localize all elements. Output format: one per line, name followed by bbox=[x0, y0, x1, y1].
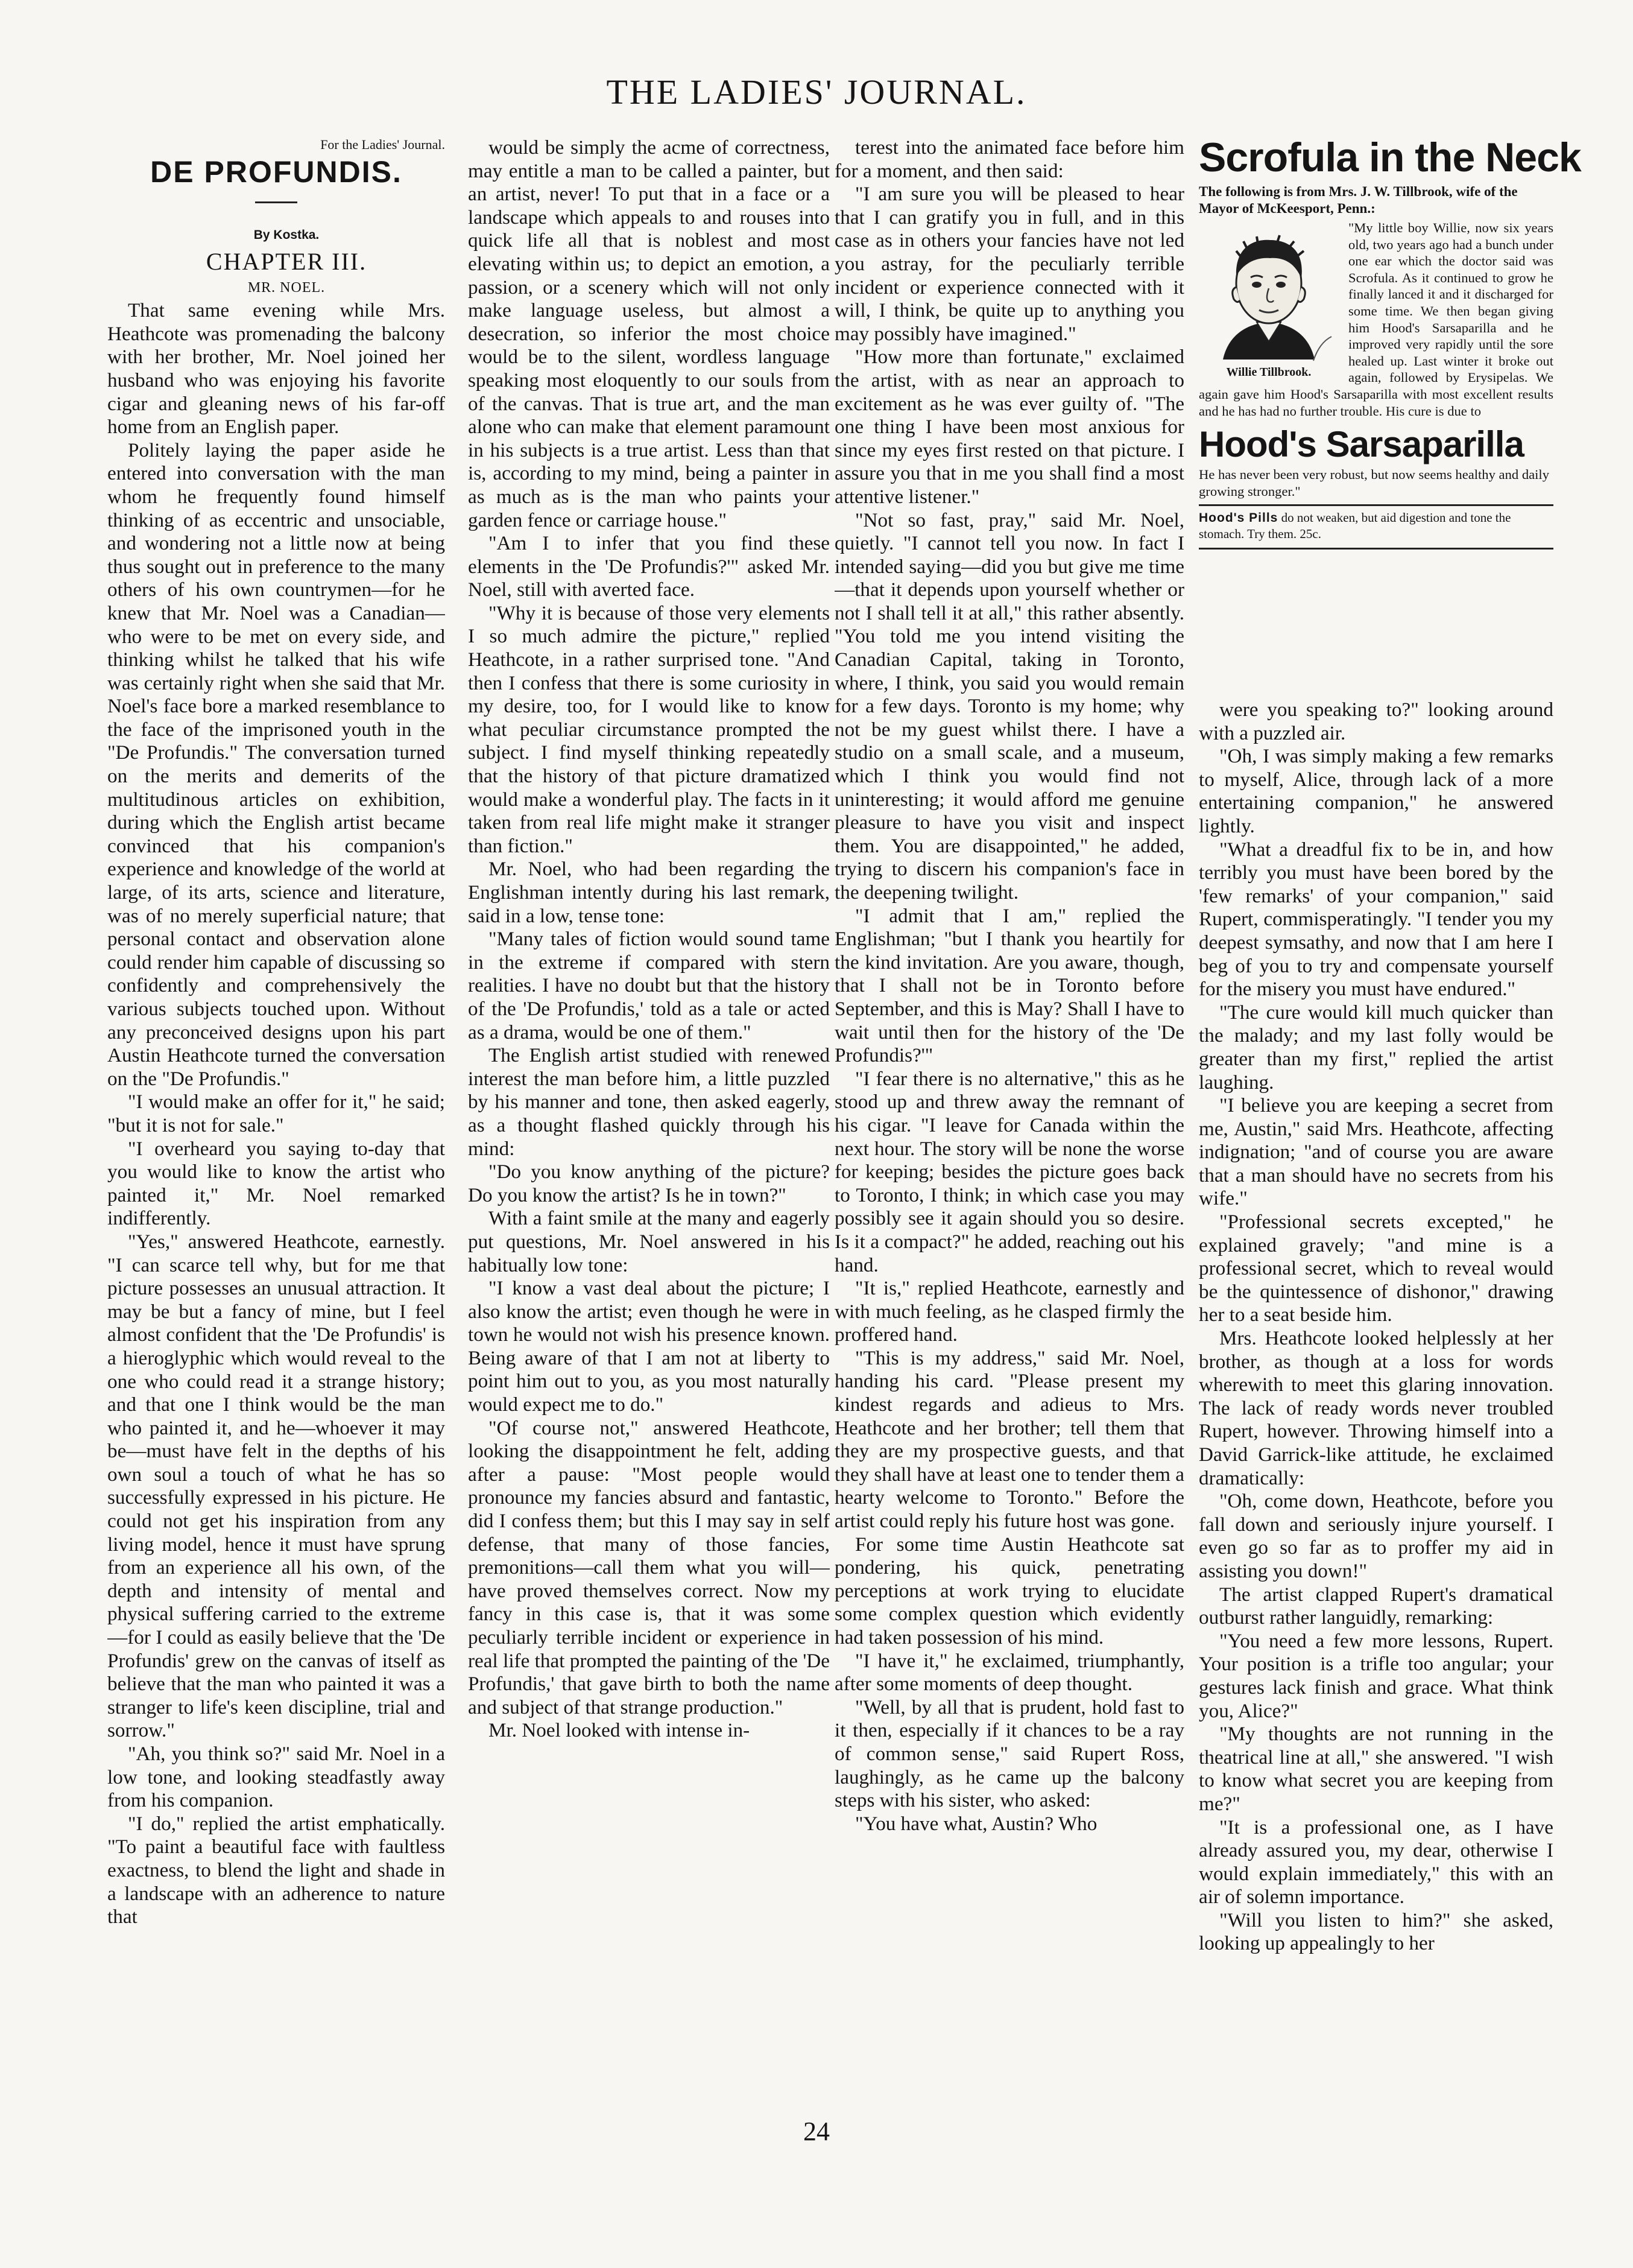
pills-name: Hood's Pills bbox=[1199, 511, 1278, 525]
chapter-heading: CHAPTER III. bbox=[206, 247, 367, 275]
paragraph: "It is a professional one, as I have already assured you, my dear, otherwise I would explain immediately," this with an air of solemn importance. bbox=[1199, 1816, 1553, 1908]
ad-pills-notice bbox=[1199, 504, 1553, 542]
paragraph: "I believe you are keeping a secret from me, Austin," said Mrs. Heathcote, affecting indignation; "and of course you are aware that a man should have no secrets from his wife." bbox=[1199, 1094, 1553, 1210]
portrait-caption: Willie Tillbrook. bbox=[1226, 366, 1312, 379]
paragraph: "I am sure you will be pleased to hear that I can gratify you in full, and in this case as in others your fancies have not led you astray, for the peculiarly terrible incident or experience connected with it will, I think, be quite up to anything you may possibly have imagined." bbox=[835, 183, 1184, 345]
paragraph: "I do," replied the artist emphatically. "To paint a beautiful face with faultless exactness, to blend the light and shade in a landscape with an adherence to nature that bbox=[107, 1812, 445, 1928]
paragraph: "This is my address," said Mr. Noel, handing his card. "Please present my kindest regards and adieus to Mrs. Heathcote and her brother; tell them that they are my prospective guests, and that they shall have at least one to tender them a hearty welcome to Toronto." Before the artist could reply his future host was gone. bbox=[835, 1346, 1184, 1533]
paragraph: "I overheard you saying to-day that you would like to know the artist who painted it," Mr. Noel remarked indifferently. bbox=[107, 1137, 445, 1230]
article-byline: By Kostka. bbox=[253, 228, 320, 242]
pills-text: do not weaken, but aid digestion and tone the stomach. Try them. 25c. bbox=[1199, 510, 1511, 542]
paragraph: "Do you know anything of the picture? Do you know the artist? Is he in town?" bbox=[468, 1161, 830, 1206]
journal-header: THE LADIES' JOURNAL. bbox=[606, 72, 1027, 112]
paragraph: "The cure would kill much quicker than the malady; and my last folly would be greater than my first," replied the artist laughing. bbox=[1199, 1001, 1553, 1094]
ad-testimonial: "My little boy Willie, now six years old, two years ago had a bunch under one ear which the doctor said was Scrofula. As it continued to grow he finally lanced it and it discharged for some time. We then began giving him Hood's Sarsaparilla and he improved very rapidly until the sore healed up. Last winter it broke out again, followed by Erysipelas. We again gave him Hood's Sarsaparilla with most excellent results and he has had no further trouble. His cure is due to bbox=[1199, 220, 1553, 419]
paragraph: "Oh, come down, Heathcote, before you fall down and seriously injure yourself. I even go so far as to proffer my aid in assisting you down!" bbox=[1199, 1490, 1553, 1582]
paragraph: That same evening while Mrs. Heathcote was promenading the balcony with her brother, Mr. Noel joined her husband who was enjoying his favorite cigar and gleaning news of his far-off home from an English paper. bbox=[107, 299, 445, 439]
paragraph: Mr. Noel looked with intense in- bbox=[488, 1719, 750, 1742]
article-title: DE PROFUNDIS. bbox=[150, 155, 402, 189]
article-column-2 bbox=[468, 136, 830, 2085]
paragraph: "Many tales of fiction would sound tame in the extreme if compared with stern realities. I have no doubt but that the history of the 'De Profundis,' told as a tale or acted as a drama, would be one of them." bbox=[468, 928, 830, 1044]
paragraph: With a faint smile at the many and eagerly put questions, Mr. Noel answered in his habitually low tone: bbox=[468, 1207, 830, 1276]
column-4-text bbox=[1199, 698, 1553, 1956]
paragraph: "You have what, Austin? Who bbox=[855, 1812, 1098, 1835]
column-2-text bbox=[468, 136, 830, 1743]
paragraph: Politely laying the paper aside he entered into conversation with the man whom he frequently found himself thinking of as eccentric and unsociable, and wondering not a little now at being thus sought out in preference to the many others of his own countrymen—for he knew that Mr. Noel was a Canadian—who were to be met on every side, and thinking whilst he talked that his wife was certainly right when she said that Mr. Noel's face bore a marked resemblance to the face of the imprisoned youth in the "De Profundis." The conversation turned on the merits and demerits of the multitudinous articles on exhibition, during which the English artist became convinced that his companion's experience and knowledge of the world at large, of its arts, science and literature, was of no merely superficial nature; that personal contact and observation alone could render him capable of discussing so confidently and comprehensively the various subjects touched upon. Without any preconceived designs upon his part Austin Heathcote turned the conversation on the "De Profundis." bbox=[107, 439, 445, 1090]
paragraph: "My thoughts are not running in the theatrical line at all," she answered. "I wish to know what secret you are keeping from me?" bbox=[1199, 1723, 1553, 1815]
paragraph: "Why it is because of those very elements I so much admire the picture," replied Heathcote, in a rather surprised tone. "And then I confess that there is some curiosity in my desire, too, for I would like to know what peculiar circumstance prompted the subject. I find myself thinking repeatedly that the history of that picture dramatized would make a wonderful play. The facts in it taken from real life might make it stranger than fiction." bbox=[468, 601, 830, 857]
paragraph: Mr. Noel, who had been regarding the Englishman intently during his last remark, said in a low, tense tone: bbox=[468, 858, 830, 927]
paragraph: "Ah, you think so?" said Mr. Noel in a low tone, and looking steadfastly away from his companion. bbox=[107, 1743, 445, 1812]
column-3-text bbox=[835, 136, 1184, 1836]
paragraph: "How more than fortunate," exclaimed the artist, with as near an approach to excitement as he was ever guilty of. "The one thing I have been most anxious for since my eyes first rested on that picture. I assure you that in me you shall find a most attentive listener." bbox=[835, 346, 1184, 508]
paragraph: Mrs. Heathcote looked helplessly at her brother, as though at a loss for words wherewith to meet this glaring innovation. The lack of ready words never troubled Rupert, however. Throwing himself into a David Garrick-like attitude, he exclaimed dramatically: bbox=[1199, 1327, 1553, 1489]
ad-intro: The following is from Mrs. J. W. Tillbrook, wife of the Mayor of McKeesport, Penn.: bbox=[1199, 184, 1518, 216]
column-1-text bbox=[107, 299, 445, 1929]
paragraph: "Am I to infer that you find these elements in the 'De Profundis?'" asked Mr. Noel, still with averted face. bbox=[468, 532, 830, 601]
hoods-sarsaparilla-advertisement bbox=[1199, 134, 1581, 689]
ad-headline: Scrofula in the Neck bbox=[1199, 135, 1581, 180]
paragraph: "What a dreadful fix to be in, and how terribly you must have been bored by the 'few remarks' of your companion," said Rupert, commisperatingly. "I tender you my deepest symsathy, and now that I am here I beg of you to try and compensate yourself for the misery you must have endured." bbox=[1199, 838, 1553, 1001]
paragraph: "I know a vast deal about the picture; I also know the artist; even though he were in town he would not wish his presence known. Being aware of that I am not at liberty to point him out to you, as you most naturally would expect me to do." bbox=[468, 1277, 830, 1416]
ad-testimonial-block bbox=[1199, 220, 1553, 419]
paragraph: "I admit that I am," replied the Englishman; "but I thank you heartily for the kind invitation. Are you aware, though, that I shall not be in Toronto before September, and this is May? Shall I have to wait until then for the history of the 'De Profundis?'" bbox=[835, 904, 1184, 1067]
paragraph: would be simply the acme of correctness, may entitle a man to be called a painter, but an artist, never! To put that in a face or a landscape which appeals to and rouses into quick life all that is noblest and most elevating within us; to depict an emotion, a passion, or a scenery which will not only make language useless, but almost a desecration, so inferior the most choice would be to the silent, wordless language speaking most eloquently to our souls from of the canvas. That is true art, and the man alone who can make that element paramount in his subjects is a true artist. Less than that is, according to my mind, being a painter in as much as is the man who paints your garden fence or carriage house." bbox=[468, 136, 830, 531]
paragraph: The artist clapped Rupert's dramatical outburst rather languidly, remarking: bbox=[1199, 1583, 1553, 1629]
paragraph: For some time Austin Heathcote sat pondering, his quick, penetrating perceptions at work trying to elucidate some complex question which evidently had taken possession of his mind. bbox=[835, 1533, 1184, 1649]
paragraph: were you speaking to?" looking around with a puzzled air. bbox=[1199, 698, 1553, 744]
paragraph: "I fear there is no alternative," this as he stood up and threw away the remnant of his cigar. "I leave for Canada within the next hour. The story will be none the worse for keeping; besides the picture goes back to Toronto, I think; in which case you may possibly see it again should you so desire. Is it a compact?" he added, reaching out his hand. bbox=[835, 1067, 1184, 1276]
paragraph: "It is," replied Heathcote, earnestly and with much feeling, as he clasped firmly the proffered hand. bbox=[835, 1277, 1184, 1346]
title-rule bbox=[255, 201, 297, 203]
paragraph: "Oh, I was simply making a few remarks to myself, Alice, through lack of a more entertaining companion," he answered lightly. bbox=[1199, 745, 1553, 837]
article-column-3 bbox=[835, 136, 1184, 2085]
paragraph: "I would make an offer for it," he said; "but it is not for sale." bbox=[107, 1091, 445, 1136]
article-column-4 bbox=[1199, 698, 1553, 2085]
paragraph: The English artist studied with renewed interest the man before him, a little puzzled by his manner and tone, then asked eagerly, as a thought flashed quickly through his mind: bbox=[468, 1044, 830, 1160]
paragraph: "You need a few more lessons, Rupert. Your position is a trifle too angular; your gestures lack finish and grace. What think you, Alice?" bbox=[1199, 1629, 1553, 1722]
paragraph: "Not so fast, pray," said Mr. Noel, quietly. "I cannot tell you now. In fact I intended saying—did you but give me time—that it depends upon yourself whether or not I shall tell it at all," this rather absently. "You told me you intend visiting the Canadian Capital, taking in Toronto, where, I think, you said you would remain for a few days. Toronto is my home; why not be my guest whilst there. I have a studio on a small scale, and a museum, which I think you would find not uninteresting; it would afford me genuine pleasure to have you visit and inspect them. You are disappointed," he added, trying to discern his companion's face in the deepening twilight. bbox=[835, 508, 1184, 904]
paragraph: "Of course not," answered Heathcote, looking the disappointment he felt, adding after a pause: "Most people would pronounce my fancies absurd and fantastic, did I confess them; but this I may say in self defense, that many of those fancies, premonitions—call them what you will—have proved themselves correct. Now my fancy in this case is, that it was some peculiarly terrible incident or experience in real life that prompted the painting of the 'De Profundis,' that gave birth to both the name and subject of that strange production." bbox=[468, 1416, 830, 1718]
paragraph: "Yes," answered Heathcote, earnestly. "I can scarce tell why, but for me that picture possesses an unusual attraction. It may be but a fancy of mine, but I feel almost confident that the 'De Profundis' is a hieroglyphic which would reveal to the one who could read it a strange history; and that one I think would be the man who painted it, and he—whoever it may be—must have felt in the depths of his own soul a touch of what he has so successfully expressed in his picture. He could not get his inspiration from any living model, hence it must have sprung from an experience all his own, of the depth and intensity of mental and physical suffering carried to the extreme—for I could as easily believe that the 'De Profundis' grew on the canvas of itself as believe that the man who painted it was a stranger to life's keen discipline, trial and sorrow." bbox=[107, 1230, 445, 1742]
page-number: 24 bbox=[803, 2117, 830, 2146]
ad-bottom-rule bbox=[1199, 548, 1553, 550]
paragraph: "I have it," he exclaimed, triumphantly, after some moments of deep thought. bbox=[835, 1649, 1184, 1696]
chapter-title: MR. NOEL. bbox=[247, 279, 326, 296]
paragraph: "Well, by all that is prudent, hold fast to it then, especially if it chances to be a ray of common sense," said Rupert Ross, laughingly, as he came up the balcony steps with his sister, who asked: bbox=[835, 1696, 1184, 1812]
paragraph: "Professional secrets excepted," he explained gravely; "and mine is a professional secret, which to reveal would be the quintessence of dishonor," drawing her to a seat beside him. bbox=[1199, 1211, 1553, 1326]
ad-footer-text: He has never been very robust, but now seems healthy and daily growing stronger." bbox=[1199, 467, 1549, 499]
article-kicker: For the Ladies' Journal. bbox=[320, 137, 445, 152]
paragraph: terest into the animated face before him for a moment, and then said: bbox=[835, 136, 1184, 182]
boy-portrait-illustration bbox=[1199, 221, 1339, 364]
paragraph: "Will you listen to him?" she asked, looking up appealingly to her bbox=[1199, 1908, 1553, 1955]
article-column-1 bbox=[107, 136, 445, 2085]
ad-brand-name: Hood's Sarsaparilla bbox=[1199, 424, 1524, 465]
